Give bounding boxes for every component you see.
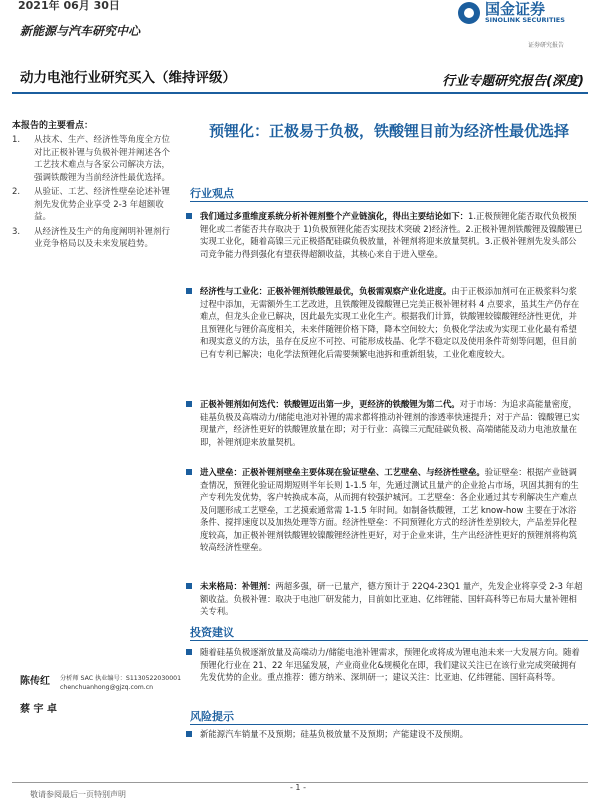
header-rule — [12, 92, 588, 94]
highlight-number: 3. — [12, 226, 21, 237]
bullet-body: 新能源汽车销量不及预期；硅基负极放量不及预期；产能建设不及预期。 — [200, 729, 468, 739]
highlight-item — [12, 186, 170, 224]
bullet-conclusions — [200, 210, 584, 260]
bullet-investment — [200, 646, 584, 684]
logo-en: SINOLINK SECURITIES — [485, 16, 565, 24]
bullet-lead: 经济性与工业化：正极补锂剂铁酸锂最优，负极需观察产业化进度。 — [200, 286, 452, 296]
bullet-lead: 进入壁垒：正极补锂剂壁垒主要体现在验证壁垒、工艺壁垒、与经济性壁垒。 — [200, 467, 485, 477]
bullet-body: 由于正极添加剂可在正极浆料匀浆过程中添加，无需额外生工艺改进，且铁酸锂及镍酸锂已完美正极补锂材料 4 点要求，虽其生产仍存在难点，但龙头企业已解决，因此最先实现工业化生产。根据我们计算，铁酸锂较镍酸锂经济性更优，并且预锂化与锂价高度相关，未来伴随锂价格下降，降本空间较大；负极化学法或为实现工业化最有希望和现实意义的方法，虽存在反应不可控、可能形成枝晶、化学不稳定以及使用条件苛刻等问题，但目前已有专利已解决；电化学法预锂化后需要频繁电池拆和重新组装，工业化难度较大。 — [200, 286, 580, 359]
slogan: 证券研究报告 — [528, 42, 565, 49]
logo-icon — [458, 2, 480, 24]
analyst-email[interactable]: chenchuanhong@gjzq.com.cn — [60, 684, 154, 691]
bullet-lead: 正极补锂剂如何迭代：铁酸锂迈出第一步，更经济的铁酸锂为第二代。 — [200, 399, 460, 409]
report-date: 2021年 06月 30日 — [18, 0, 120, 12]
highlight-text: 从技术、生产、经济性等角度全方位对比正极补锂与负极补锂并阐述各个工艺技术难点与各家公司解决方法，强调铁酸锂为当前经济性最优选择。 — [34, 135, 171, 183]
highlights-sidebar — [12, 118, 170, 253]
highlight-text: 从经济性及生产的角度阐明补锂剂行业竞争格局以及未来发展趋势。 — [34, 226, 171, 249]
logo-cn: 国金证券 — [485, 0, 546, 18]
highlights-heading: 本报告的主要看点： — [12, 121, 94, 131]
section-industry-view — [190, 185, 234, 201]
section-heading: 行业观点 — [190, 187, 234, 200]
report-title: 预锂化：正极易于负极，铁酸锂目前为经济性最优选择 — [208, 122, 569, 140]
section-heading: 投资建议 — [190, 626, 234, 639]
bullet-body: 对于市场：为追求高能量密度，硅基负极及高端动力/储能电池对补锂的需求都将推动补锂剂的渗透率快速提升；对于产品：镍酸锂已实现量产，经济性更好的铁酸锂放量在即；对于行业：高镍三元配硅碳负极、高端储能及动力电池放量在即，补锂剂迎来放量契机。 — [200, 399, 580, 447]
highlight-item — [12, 134, 170, 184]
analyst-cert: 分析师 SAC 执业编号：S1130522030001 — [60, 675, 182, 682]
bullet-lead: 我们通过多重维度系统分析补锂剂整个产业链演化，得出主要结论如下： — [200, 211, 468, 221]
page-number: - 1 - — [290, 783, 306, 792]
analyst-name-2: 蔡 宇 卓 — [20, 704, 57, 715]
section-investment — [190, 624, 234, 640]
rating: 动力电池行业研究买入（维持评级） — [20, 70, 236, 86]
section-rule — [190, 724, 588, 725]
highlight-text: 从验证、工艺、经济性壁垒论述补锂剂先发优势企业享受 2-3 年超额收益。 — [34, 187, 171, 222]
bullet-lead: 未来格局：补锂剂： — [200, 581, 276, 591]
section-heading: 风险提示 — [190, 710, 234, 723]
highlight-number: 2. — [12, 187, 21, 197]
section-rule — [190, 201, 588, 202]
bullet-body: 验证壁垒：根据产业链调查情况，预锂化验证周期短则半年长则 1-1.5 年，先通过测试且量产的企业抢占市场，巩固其拥有的生产专利先发优势，客户转换成本高，从而拥有较强护城河。工艺壁垒：各企业通过其专利解决生产难点及问题形成工艺壁垒，工艺摸索通常需 1-1.5 年时间。如制备铁酸锂，工艺 know-how 主要在于冰浴条件、搅拌速度以及加热处理等方面。经济性壁垒：不同预锂化方式的经济性差别较大，产品差异化程度较高，加正极补锂剂铁酸锂较镍酸锂经济性更好，对于企业来讲，生产出经济性更好的预锂剂将构筑较高经济性壁垒。 — [200, 467, 579, 552]
bullet-landscape — [200, 580, 584, 618]
section-rule — [190, 640, 588, 641]
footer-disclaimer: 敬请参阅最后一页特别声明 — [30, 790, 126, 799]
analyst-info — [60, 674, 181, 692]
bullet-risk — [200, 728, 584, 741]
section-risk — [190, 708, 234, 724]
bullet-body: 两超多强，研一已量产，德方预计于 22Q4-23Q1 量产，先发企业将享受 2-3 年超额收益。负极补锂：取决于电池厂研发能力，目前如比亚迪、亿纬锂能、国轩高科等已布局大量补锂相关专利。 — [200, 581, 583, 616]
highlight-number: 1. — [12, 135, 21, 145]
bullet-barriers — [200, 466, 584, 554]
bullet-iteration — [200, 398, 584, 448]
company-logo — [458, 0, 588, 36]
research-center: 新能源与汽车研究中心 — [20, 24, 141, 38]
bullet-economics — [200, 285, 584, 360]
report-type: 行业专题研究报告(深度) — [442, 74, 584, 89]
highlight-item — [12, 226, 170, 251]
analyst-name: 陈传红 — [20, 676, 50, 687]
bullet-body: 随着硅基负极逐渐放量及高端动力/储能电池补锂需求，预锂化或将成为锂电池未来一大发展方向。随着预锂化行业在 21、22 年迅猛发展，产业商业化&规模化在即，我们建议关注已在该行业完成突破拥有先发优势的企业。重点推荐：德方纳米、深圳研一；建议关注：比亚迪、亿纬锂能、国轩高科等。 — [200, 647, 580, 682]
bullet-body: 1.正极预锂化能否取代负极预锂化或二者能否共存取决于 1)负极预锂化能否实现技术突破 2)经济性。2.正极补锂剂铁酸锂及镍酸锂已实现工业化，随着高镍三元正极搭配硅碳负极放量，补锂剂将迎来放量契机。3.正极补锂剂先发头部公司竞争能力得到强化有望获得超额收益，其核心来自于进入壁垒。 — [200, 211, 583, 259]
